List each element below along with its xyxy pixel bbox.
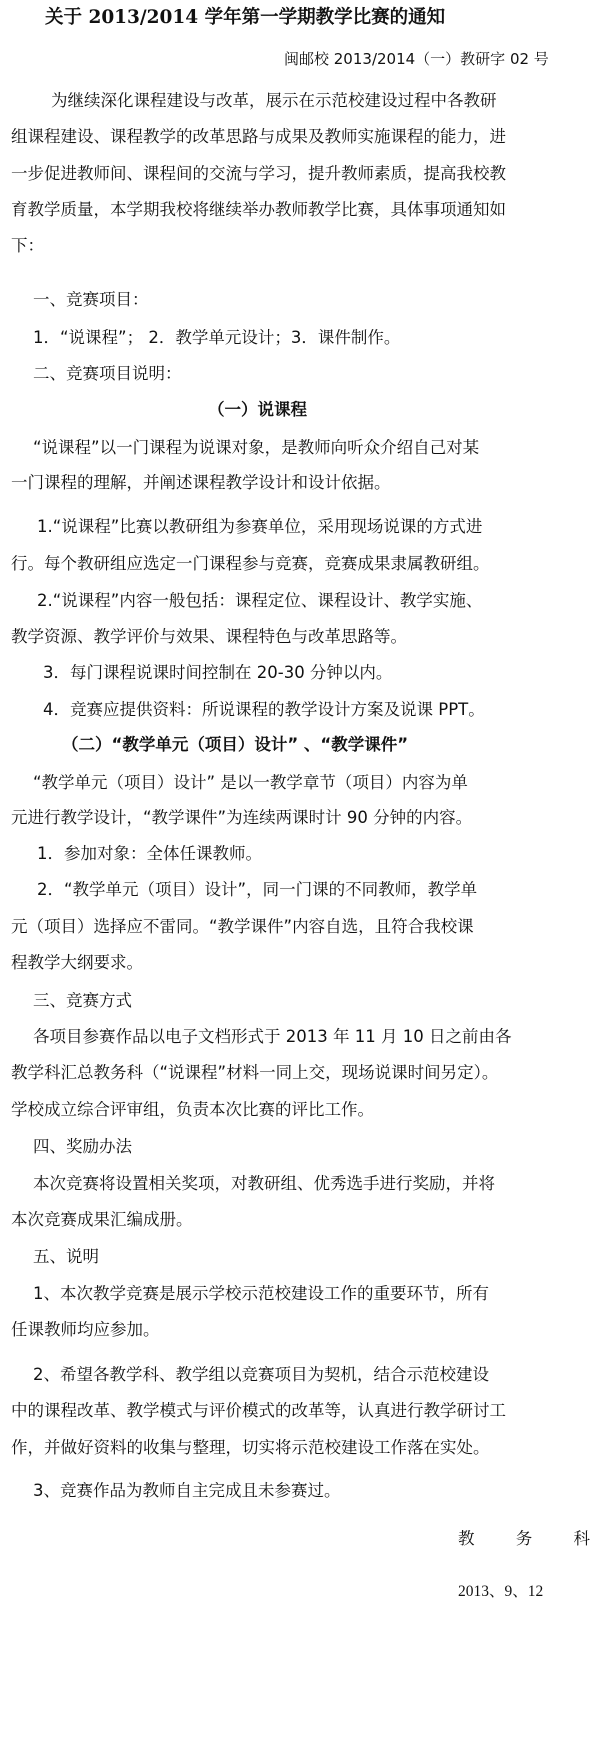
paragraph-line: 学校成立综合评审组，负责本次比赛的评比工作。: [11, 1100, 374, 1119]
paragraph-line: 本次竞赛将设置相关奖项，对教研组、优秀选手进行奖励，并将: [33, 1174, 495, 1193]
intro-paragraph-line: 组课程建设、课程教学的改革思路与成果及教师实施课程的能力，进: [11, 127, 506, 146]
document-date: 2013、9、12: [458, 1583, 544, 1600]
paragraph-line: “说课程”以一门课程为说课对象，是教师向听众介绍自己对某: [33, 438, 480, 457]
signature-department: 教 务 科: [458, 1529, 608, 1548]
paragraph-line: 1.“说课程”比赛以教研组为参赛单位，采用现场说课的方式进: [37, 517, 483, 536]
paragraph-line: 中的课程改革、教学模式与评价模式的改革等，认真进行教学研讨工: [11, 1401, 506, 1420]
intro-paragraph-line: 一步促进教师间、课程间的交流与学习，提升教师素质，提高我校教: [11, 164, 506, 183]
paragraph-line: “教学单元（项目）设计” 是以一教学章节（项目）内容为单: [33, 773, 468, 792]
paragraph-line: 各项目参赛作品以电子文档形式于 2013 年 11 月 10 日之前由各: [33, 1027, 512, 1046]
document-title: 关于 2013/2014 学年第一学期教学比赛的通知: [45, 7, 446, 28]
section-heading: 五、说明: [33, 1247, 99, 1266]
paragraph-line: 1．参加对象：全体任课教师。: [37, 844, 262, 863]
intro-paragraph-line: 下：: [11, 236, 44, 255]
paragraph-line: 1、本次教学竞赛是展示学校示范校建设工作的重要环节，所有: [33, 1284, 489, 1303]
intro-paragraph-line: 为继续深化课程建设与改革，展示在示范校建设过程中各教研: [51, 91, 497, 110]
paragraph-line: 作，并做好资料的收集与整理，切实将示范校建设工作落在实处。: [11, 1438, 490, 1457]
paragraph-line: 4．竞赛应提供资料：所说课程的教学设计方案及说课 PPT。: [43, 700, 485, 719]
paragraph-line: 任课教师均应参加。: [11, 1320, 160, 1339]
paragraph-line: 行。每个教研组应选定一门课程参与竞赛，竞赛成果隶属教研组。: [11, 554, 490, 573]
paragraph-line: 2、希望各教学科、教学组以竞赛项目为契机，结合示范校建设: [33, 1365, 489, 1384]
paragraph-line: 教学资源、教学评价与效果、课程特色与改革思路等。: [11, 627, 407, 646]
paragraph-line: 教学科汇总教务科（“说课程”材料一同上交，现场说课时间另定）。: [11, 1063, 499, 1082]
section-heading: 一、竞赛项目：: [33, 290, 149, 309]
paragraph-line: 程教学大纲要求。: [11, 953, 143, 972]
subsection-heading: （一）说课程: [208, 400, 307, 419]
paragraph-line: 2.“说课程”内容一般包括：课程定位、课程设计、教学实施、: [37, 591, 483, 610]
paragraph-line: 2．“教学单元（项目）设计”，同一门课的不同教师，教学单: [37, 880, 478, 899]
paragraph-line: 一门课程的理解，并阐述课程教学设计和设计依据。: [11, 473, 391, 492]
document-reference-number: 闽邮校 2013/2014（一）教研字 02 号: [284, 50, 549, 68]
paragraph-line: 3．每门课程说课时间控制在 20-30 分钟以内。: [43, 663, 393, 682]
section-heading: 三、竞赛方式: [33, 991, 132, 1010]
intro-paragraph-line: 育教学质量，本学期我校将继续举办教师教学比赛，具体事项通知如: [11, 200, 506, 219]
paragraph-line: 3、竞赛作品为教师自主完成且未参赛过。: [33, 1481, 341, 1500]
competition-items: 1．“说课程”； 2．教学单元设计；3．课件制作。: [33, 328, 401, 347]
paragraph-line: 元进行教学设计，“教学课件”为连续两课时计 90 分钟的内容。: [11, 808, 473, 827]
section-heading: 四、奖励办法: [33, 1137, 132, 1156]
section-heading: 二、竞赛项目说明：: [33, 364, 182, 383]
paragraph-line: 元（项目）选择应不雷同。“教学课件”内容自选，且符合我校课: [11, 917, 474, 936]
subsection-heading: （二）“教学单元（项目）设计” 、“教学课件”: [62, 735, 409, 754]
paragraph-line: 本次竞赛成果汇编成册。: [11, 1210, 193, 1229]
